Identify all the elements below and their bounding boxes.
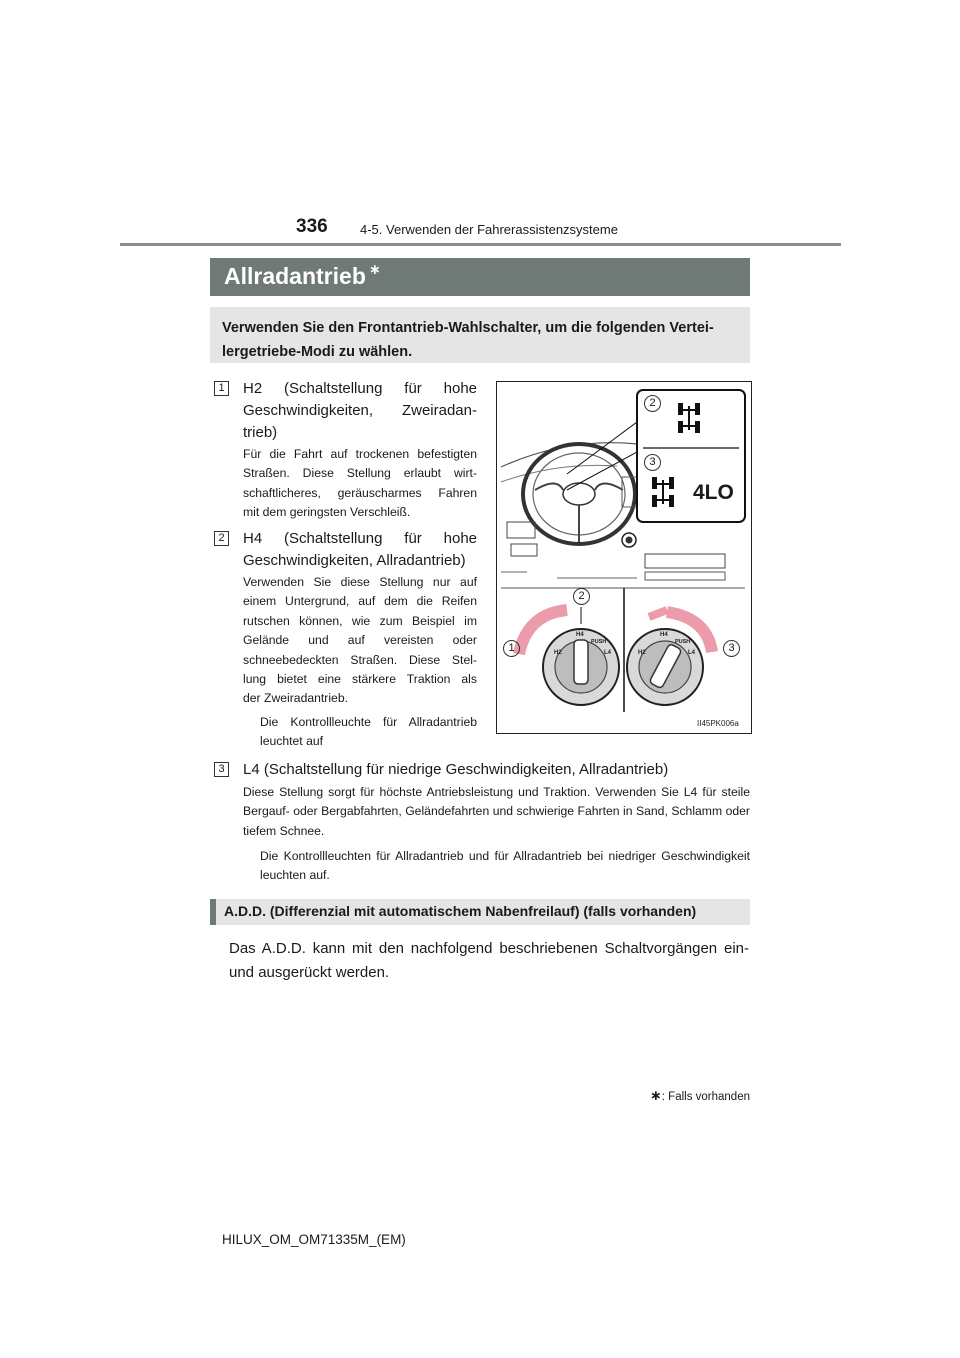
item-3-text: Diese Stellung sorgt für höchste Antriebsleistung und Traktion. Verwenden Sie L4 für steile Bergauf- oder Bergabfahrten, Geländefahrten und schwierige Fahrten in Sand, Schlamm oder tiefem Schnee. [243,785,750,838]
item-1-title-line: Geschwindigkeiten, Zweiradan- [243,402,477,419]
knob-label-l4: L4 [688,650,696,656]
item-3-note: Die Kontrollleuchten für Allradantrieb und für Allradantrieb bei niedriger Geschwindigkeit leuchten auf. [260,849,750,883]
heading-accent-bar [210,899,216,925]
item-2-text-line: schneebedeckten Straßen. Diese Stel- [243,652,477,667]
knob-label-h2: H2 [638,650,646,656]
4lo-indicator-label: 4LO [693,481,734,504]
item-1-text-line: schaftlicheres, geräuscharmes Fahren [243,485,477,500]
item-2-title-line: Geschwindigkeiten, Allradantrieb) [243,552,466,569]
callout-number: 3 [723,640,740,657]
item-2-text-line: einem Untergrund, auf dem die Reifen [243,594,477,609]
illustration-code: II45PK006a [697,719,739,728]
item-1-text-line: Straßen. Diese Stellung erlaubt wirt- [243,466,477,481]
dashboard-diagram [497,382,751,733]
item-2-text-line: Verwenden Sie diese Stellung nur auf [243,575,477,589]
callout-number: 2 [573,588,590,605]
knob-label-h4: H4 [576,632,584,638]
callout-number: 3 [644,454,661,471]
item-1-text-line: mit dem geringsten Verschleiß. [243,505,411,520]
footnote-text: : Falls vorhanden [661,1091,750,1103]
title-asterisk: ∗ [369,261,381,277]
item-2-title-line: H4 (Schaltstellung für hohe [243,530,477,547]
item-2-text-line: Gelände und auf vereisten oder [243,633,477,648]
item-2-text-line: rutschen können, wie zum Beispiel im [243,613,477,628]
item-2-text-line: der Zweiradantrieb. [243,691,348,706]
item-2-note-line: leuchtet auf [260,734,324,749]
add-section-heading [210,899,750,925]
knob-label-h4: H4 [660,632,668,638]
item-2-title [243,528,477,572]
intro-text: Verwenden Sie den Frontantrieb-Wahlschalter, um die folgenden Vertei- lergetriebe-Modi zu wählen. [222,320,714,360]
header-divider [120,243,841,246]
add-section-heading-text: A.D.D. (Differenzial mit automatischem Nabenfreilauf) (falls vorhanden) [224,903,697,919]
item-1-title-line: trieb) [243,424,278,441]
knob-label-push: PUSH [675,639,691,645]
item-number-badge: 3 [214,762,229,777]
item-number-badge: 1 [214,381,229,396]
callout-number: 1 [503,640,520,657]
item-2-note [260,713,477,752]
callout-number: 2 [644,395,661,412]
footnote [610,1087,750,1104]
page-number: 336 [296,216,328,237]
intro-box [210,307,750,363]
item-1-title [243,378,477,444]
page-title: Allradantrieb [224,263,366,289]
item-1-text-line: Für die Fahrt auf trockenen befestigten [243,447,477,461]
section-title: 4-5. Verwenden der Fahrerassistenzsysteme [360,222,618,237]
knob-label-push: PUSH [591,639,607,645]
add-description: Das A.D.D. kann mit den nachfolgend beschriebenen Schaltvorgängen ein- und ausgerückt werden. [229,940,749,981]
item-number-badge: 2 [214,531,229,546]
item-1-text [243,445,477,523]
item-2-text [243,573,477,709]
item-3-title: L4 (Schaltstellung für niedrige Geschwindigkeiten, Allradantrieb) [243,761,669,778]
item-2-note-line: Die Kontrollleuchte für Allradantrieb [260,715,477,729]
title-bar [210,258,750,296]
item-2-text-line: lung bietet eine stärkere Traktion als [243,672,477,687]
item-1-title-line: H2 (Schaltstellung für hohe [243,380,477,397]
document-code: HILUX_OM_OM71335M_(EM) [222,1232,406,1247]
knob-label-h2: H2 [554,650,562,656]
transfer-switch-illustration [496,381,752,734]
footnote-asterisk: ∗ [650,1087,662,1103]
knob-label-l4: L4 [604,650,612,656]
